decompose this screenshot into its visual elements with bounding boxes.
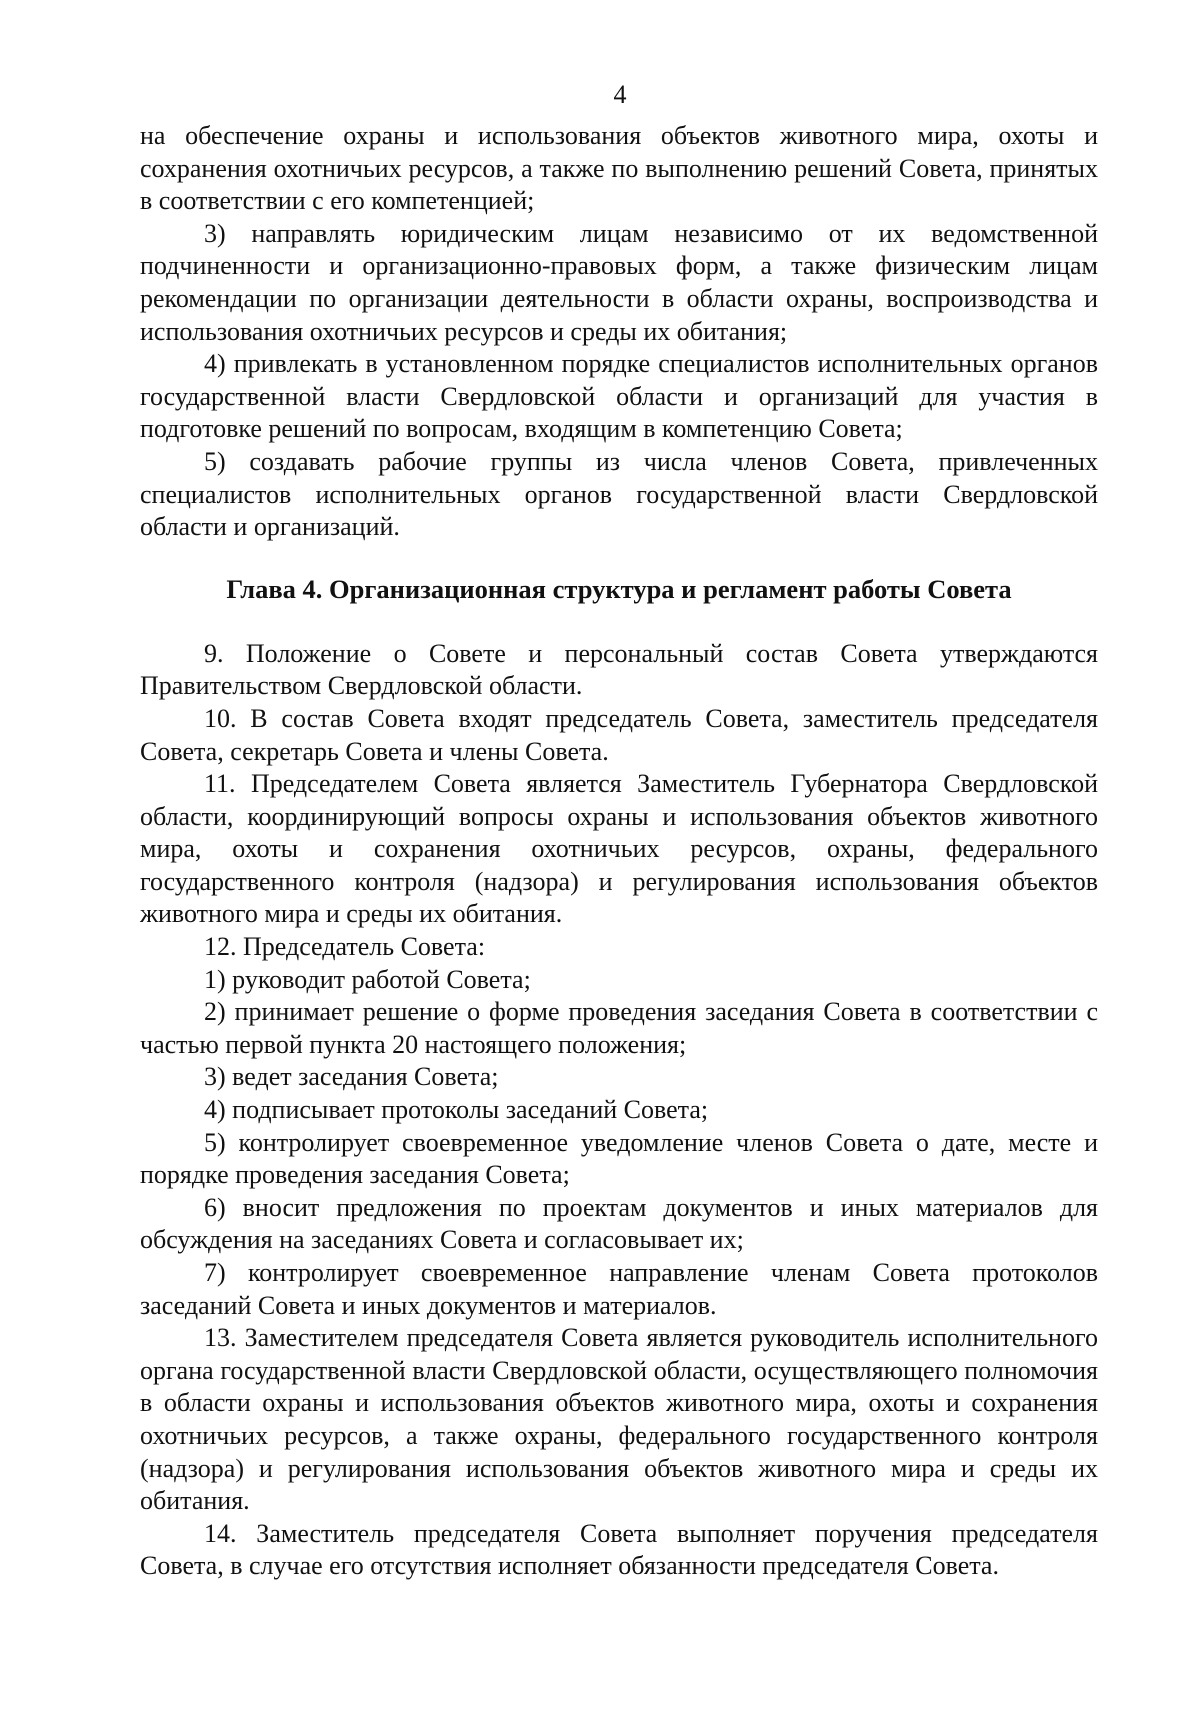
paragraph-12-item-7: 7) контролирует своевременное направление членам Совета протоколов заседаний Совета и иных документов и материалов. (140, 1258, 1098, 1320)
paragraph-11: 11. Председателем Совета является Заместитель Губернатора Свердловской области, координирующий вопросы охраны и использования объектов животного мира, охоты и сохранения охотничьих ресурсов, охраны, федерального государственного контроля (надзора) и регулирования использования объектов животного мира и среды их обитания. (140, 769, 1098, 929)
paragraph-12-item-2: 2) принимает решение о форме проведения заседания Совета в соответствии с частью первой пункта 20 настоящего положения; (140, 997, 1098, 1059)
paragraph-12-item-5: 5) контролирует своевременное уведомление членов Совета о дате, месте и порядке проведения заседания Совета; (140, 1127, 1098, 1190)
paragraph-9: 9. Положение о Совете и персональный состав Совета утверждаются Правительством Свердловской области. (140, 638, 1098, 701)
paragraph-12-item-3: 3) ведет заседания Совета; (204, 1062, 499, 1092)
paragraph-continuation: на обеспечение охраны и использования объектов животного мира, охоты и сохранения охотничьих ресурсов, а также по выполнению решений Совета, принятых в соответствии с его компетенцией; (140, 121, 1098, 216)
paragraph-item-5: 5) создавать рабочие группы из числа членов Совета, привлеченных специалистов исполнительных органов государственной власти Свердловской области и организаций. (140, 446, 1098, 542)
paragraph-13: 13. Заместителем председателя Совета является руководитель исполнительного органа государственной власти Свердловской области, осуществляющего полномочия в области охраны и использования объектов животного мира, охоты и сохранения охотничьих ресурсов, а также охраны, федерального государственного контроля (надзора) и регулирования использования объектов животного мира и среды их обитания. (140, 1323, 1098, 1516)
paragraph-12-item-4: 4) подписывает протоколы заседаний Совета; (204, 1095, 709, 1125)
paragraph-12: 12. Председатель Совета: (204, 932, 486, 962)
chapter-heading: Глава 4. Организационная структура и регламент работы Совета (226, 573, 1012, 604)
paragraph-item-3: 3) направлять юридическим лицам независимо от их ведомственной подчиненности и организационно-правовых форм, а также физическим лицам рекомендации по организации деятельности в области охраны, воспроизводства и использования охотничьих ресурсов и среды их обитания; (140, 218, 1098, 346)
paragraph-item-4: 4) привлекать в установленном порядке специалистов исполнительных органов государственной власти Свердловской области и организаций для участия в подготовке решений по вопросам, входящим в компетенцию Совета; (140, 349, 1098, 444)
document-body (140, 120, 1098, 1583)
paragraph-10: 10. В состав Совета входят председатель Совета, заместитель председателя Совета, секретарь Совета и члены Совета. (140, 703, 1098, 766)
paragraph-12-item-6: 6) вносит предложения по проектам документов и иных материалов для обсуждения на заседаниях Совета и согласовывает их; (140, 1192, 1098, 1255)
paragraph-14: 14. Заместитель председателя Совета выполняет поручения председателя Совета, в случае его отсутствия исполняет обязанности председателя Совета. (140, 1518, 1098, 1581)
paragraph-12-item-1: 1) руководит работой Совета; (204, 964, 531, 994)
page-number: 4 (613, 80, 627, 109)
